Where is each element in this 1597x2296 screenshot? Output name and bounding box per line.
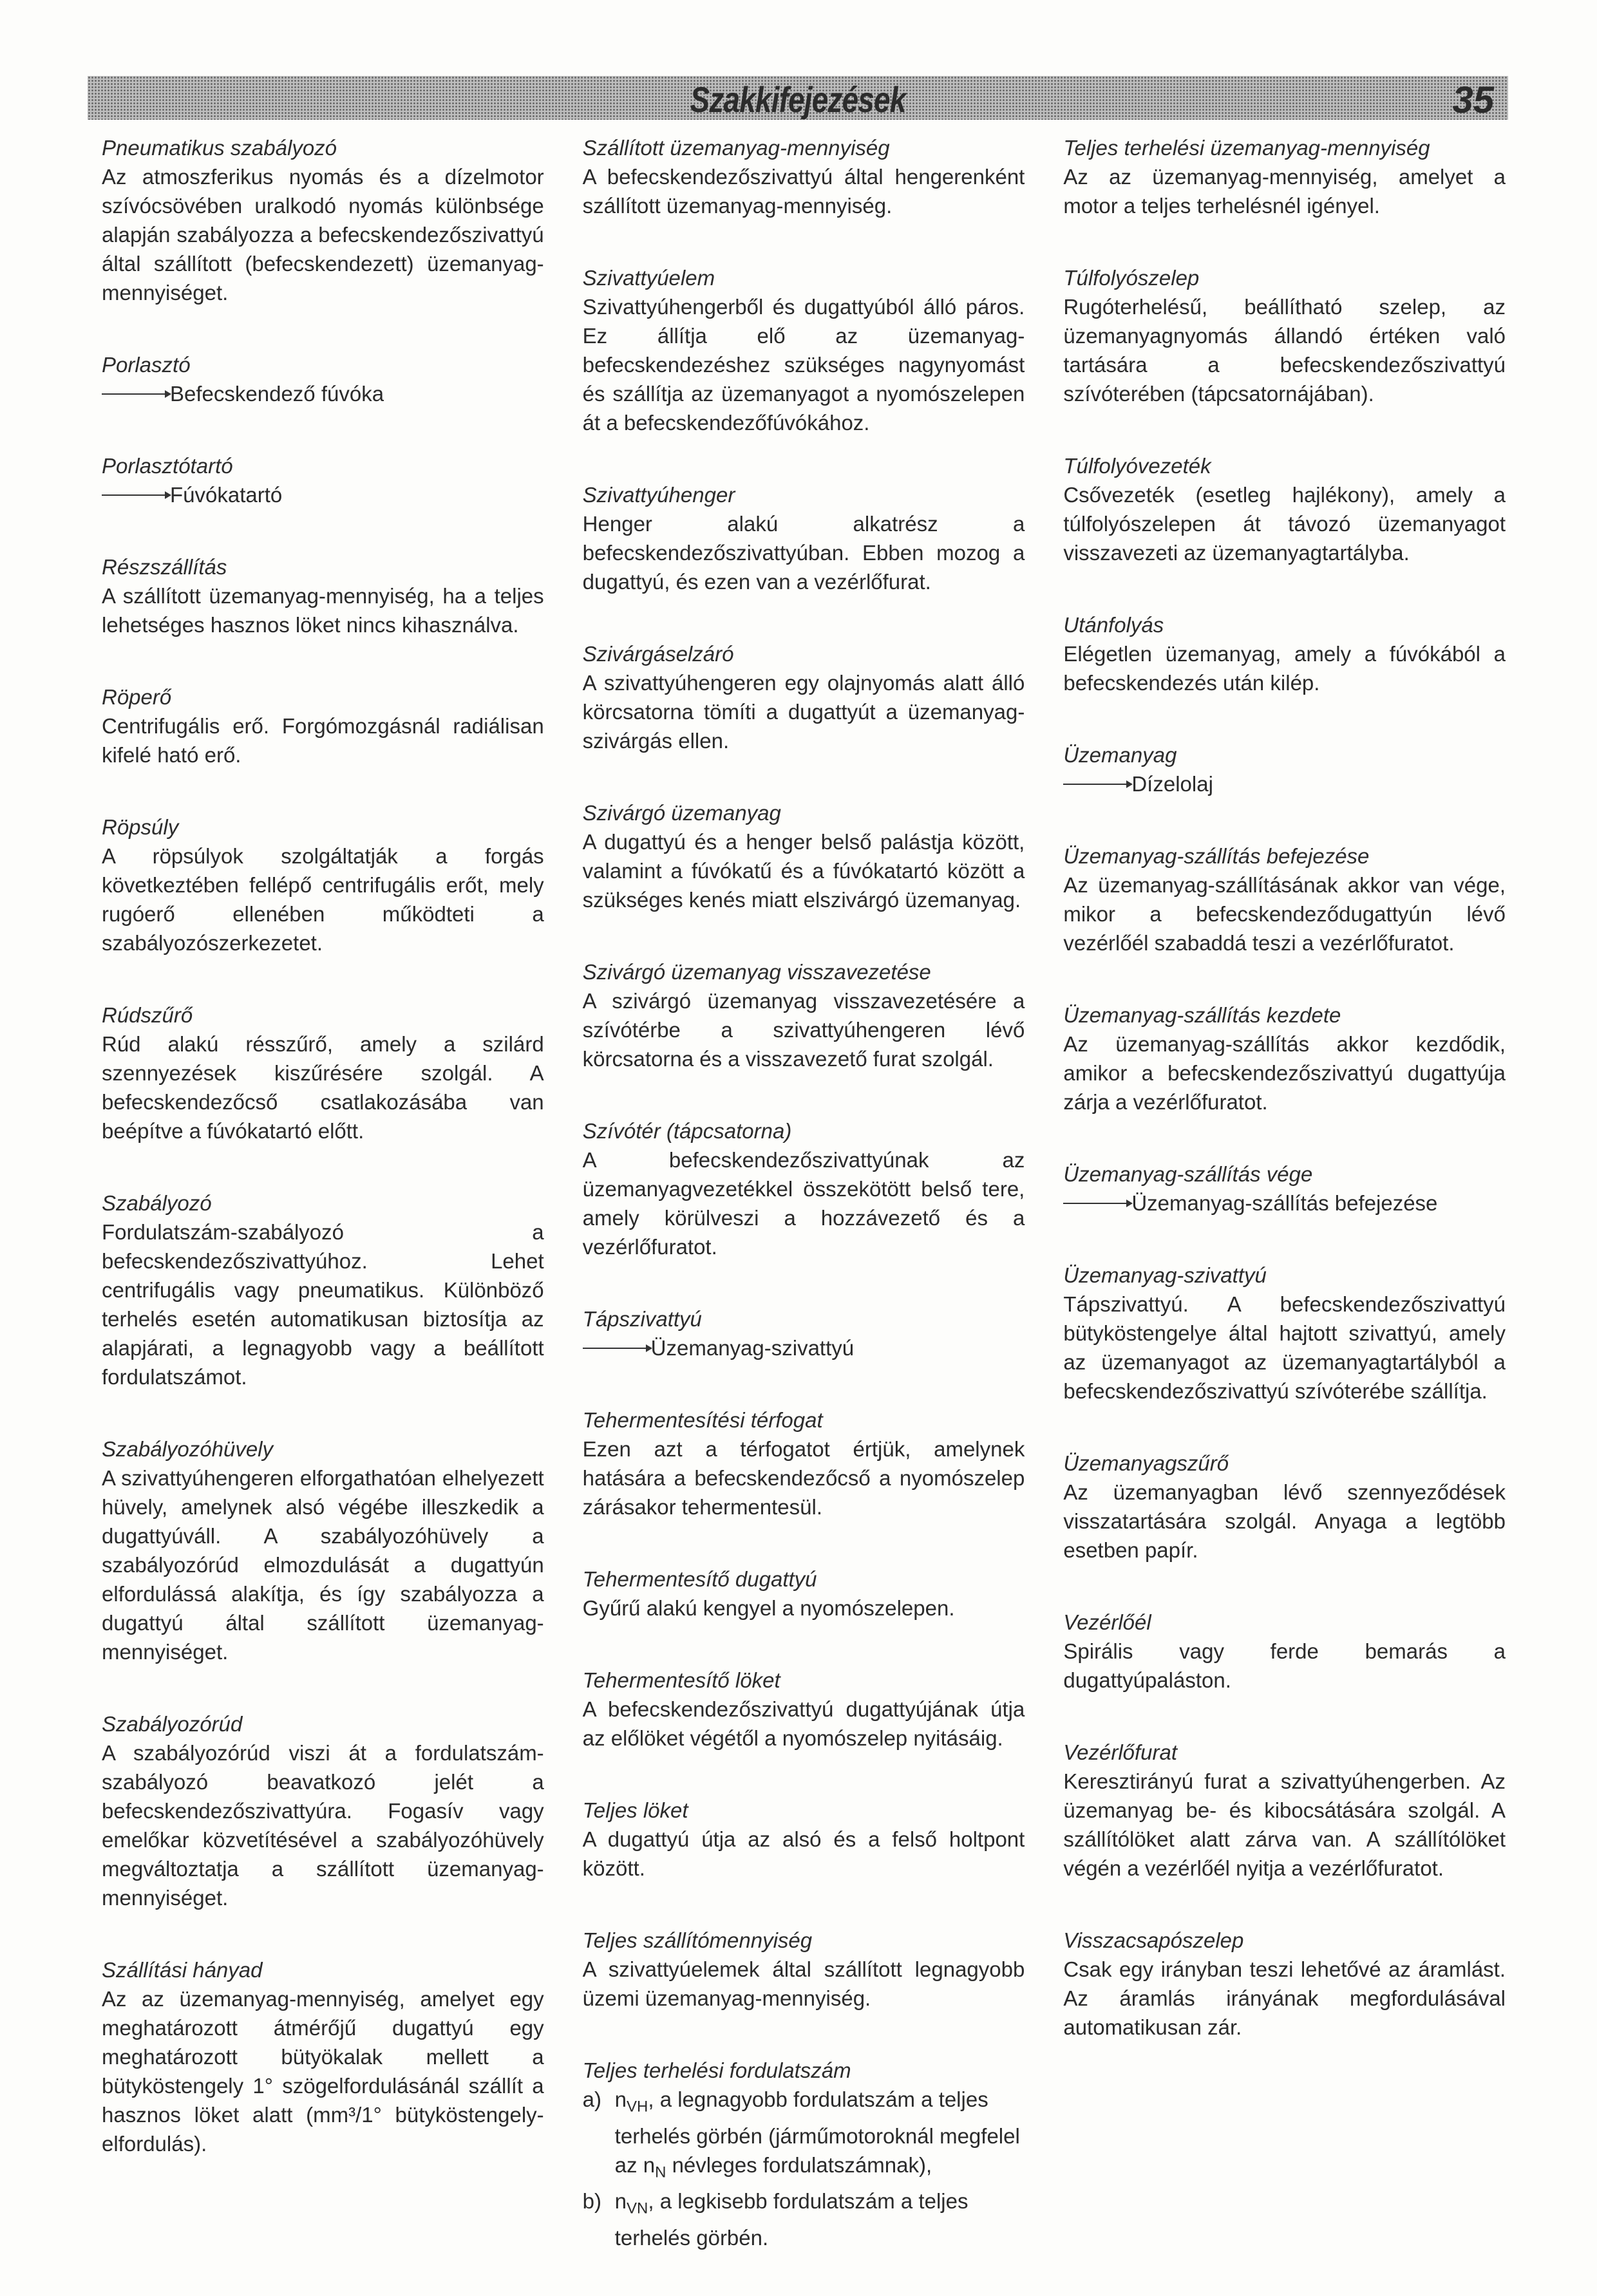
cross-reference	[102, 379, 544, 408]
entry-term: Szabályozórúd	[102, 1712, 243, 1736]
arrow-right-icon	[102, 393, 169, 395]
entry-term: Üzemanyagszűrő	[1063, 1451, 1229, 1475]
glossary-entry	[102, 134, 544, 307]
glossary-entry	[583, 1926, 1025, 2013]
entry-definition: A szivárgó üzemanyag visszavezetésére a szívótérbe a szivattyúhengeren lévő körcsatorna és a visszavezető furat szolgál.	[582, 989, 1025, 1071]
list-text-part: névleges fordulatszámnak),	[666, 2152, 932, 2177]
glossary-entry	[102, 553, 544, 639]
entry-term: Vezérlőél	[1063, 1610, 1151, 1634]
entry-term: Szívótér (tápcsatorna)	[582, 1119, 792, 1143]
entry-term: Teljes löket	[582, 1798, 688, 1822]
entry-definition: A befecskendezőszivattyúnak az üzemanyagvezetékkel összekötött belső tere, amely körülveszi a hozzávezető és a vezérlőfuratot.	[582, 1148, 1025, 1259]
column-middle	[583, 134, 1025, 2296]
entry-definition: A befecskendezőszivattyú által hengerenként szállított üzemanyag-mennyiség.	[582, 165, 1025, 218]
entry-term: Vezérlőfurat	[1063, 1740, 1178, 1764]
entry-term: Túlfolyóvezeték	[1063, 454, 1211, 478]
glossary-columns	[102, 134, 1506, 2296]
speed-symbol: n	[614, 2189, 627, 2214]
entry-definition: Elégetlen üzemanyag, amely a fúvókából a befecskendezés után kilép.	[1063, 642, 1506, 695]
glossary-entry	[1063, 1608, 1506, 1695]
glossary-entry	[102, 452, 544, 509]
glossary-entry	[583, 958, 1025, 1073]
entry-definition: A befecskendezőszivattyú dugattyújának útja az előlöket végétől a nyomószelep nyitásáig.	[582, 1697, 1025, 1750]
entry-definition: Az üzemanyag-szállításának akkor van vége, mikor a befecskendeződugattyún lévő vezérlőél szabaddá teszi a vezérlőfuratot.	[1063, 873, 1506, 955]
speed-subscript: N	[655, 2163, 666, 2181]
list-item	[583, 2085, 1025, 2187]
entry-definition: Keresztirányú furat a szivattyúhengerben. Az üzemanyag be- és kibocsátására szolgál. A szállítólöket alatt zárva van. A szállítólöket végén a vezérlőél nyitja a vezérlőfuratot.	[1063, 1769, 1506, 1880]
entry-term: Teljes szállítómennyiség	[582, 1928, 813, 1952]
page-header-bar	[88, 76, 1508, 120]
arrow-right-icon	[583, 1348, 650, 1349]
glossary-entry	[583, 1666, 1025, 1753]
entry-definition: Csak egy irányban teszi lehetővé az áramlást. Az áramlás irányának megfordulásával automatikusan zár.	[1063, 1957, 1506, 2039]
glossary-entry	[102, 351, 544, 408]
glossary-entry	[1063, 611, 1506, 697]
entry-definition: A szivattyúhengeren elforgathatóan elhelyezett hüvely, amelynek alsó végébe illeszkedik a dugattyúváll. A szabályozóhüvely a szabályozórúd elmozdulását a dugattyún elfordulássá alakítja, és így szabályozza a dugattyú által szállított üzemanyag-mennyiséget.	[102, 1466, 544, 1664]
glossary-entry	[583, 264, 1025, 437]
arrow-right-icon	[1063, 784, 1130, 785]
glossary-entry	[583, 481, 1025, 596]
speed-symbol: n	[643, 2152, 656, 2177]
entry-term: Röpsúly	[102, 815, 179, 839]
glossary-entry	[583, 1305, 1025, 1362]
glossary-entry	[1063, 842, 1506, 957]
page-number: 35	[1452, 79, 1494, 121]
cross-reference	[1063, 769, 1506, 798]
entry-definition: Az az üzemanyag-mennyiség, amelyet a motor a teljes terhelésnél igényel.	[1063, 165, 1506, 218]
glossary-entry	[1063, 1738, 1506, 1883]
entry-term: Porlasztó	[102, 353, 191, 377]
entry-term: Üzemanyag-szállítás vége	[1063, 1162, 1313, 1186]
cross-reference	[102, 480, 544, 509]
list-text-part: , a legnagyobb fordulatszám a teljes terhelés görbén (járműmotoroknál megfelel az	[614, 2087, 1020, 2177]
glossary-entry	[583, 1565, 1025, 1623]
section-title: Szakkifejezések	[690, 79, 906, 120]
glossary-entry	[1063, 1160, 1506, 1218]
cross-reference-target: Üzemanyag-szivattyú	[650, 1336, 855, 1360]
entry-term: Tehermentesítési térfogat	[582, 1408, 823, 1432]
entry-definition: A dugattyú és a henger belső palástja között, valamint a fúvókatű és a fúvókatartó között a szükséges kenés miatt elszivárgó üzemanyag.	[582, 830, 1025, 912]
entry-definition: Az üzemanyagban lévő szennyeződések visszatartására szolgál. Anyaga a legtöbb esetben papír.	[1063, 1480, 1506, 1562]
entry-definition: Gyűrű alakú kengyel a nyomószelepen.	[582, 1596, 955, 1620]
entry-term: Tehermentesítő löket	[582, 1668, 780, 1692]
glossary-entry	[583, 134, 1025, 220]
cross-reference	[1063, 1189, 1506, 1218]
glossary-entry	[583, 1796, 1025, 1883]
glossary-entry	[102, 1956, 544, 2158]
entry-term: Szabályozóhüvely	[102, 1437, 273, 1461]
entry-term: Szivárgó üzemanyag	[582, 801, 781, 825]
entry-term: Üzemanyag-szállítás befejezése	[1063, 844, 1370, 868]
entry-term: Üzemanyag	[1063, 743, 1177, 767]
entry-definition: Centrifugális erő. Forgómozgásnál radiálisan kifelé ható erő.	[102, 714, 544, 767]
entry-term: Teljes terhelési üzemanyag-mennyiség	[1063, 136, 1430, 160]
entry-definition: Szivattyúhengerből és dugattyúból álló páros. Ez állítja elő az üzemanyag-befecskendezéshez szükséges nagynyomást és szállítja az üzemanyagot a nyomószelepen át a befecskendezőfúvókához.	[582, 295, 1025, 435]
glossary-entry	[1063, 741, 1506, 798]
glossary-entry	[102, 1001, 544, 1145]
entry-term: Röperő	[102, 685, 172, 709]
glossary-entry	[583, 799, 1025, 914]
entry-term: Tápszivattyú	[582, 1307, 702, 1331]
entry-term: Részszállítás	[102, 555, 227, 579]
glossary-entry	[102, 1710, 544, 1912]
entry-term: Üzemanyag-szivattyú	[1063, 1263, 1267, 1287]
glossary-entry	[1063, 134, 1506, 220]
cross-reference-target: Dízelolaj	[1131, 772, 1213, 796]
entry-definition: A röpsúlyok szolgáltatják a forgás következtében fellépő centrifugális erőt, mely rugóerő ellenében működteti a szabályozószerkezetet.	[102, 844, 544, 955]
entry-definition: Spirális vagy ferde bemarás a dugattyúpaláston.	[1063, 1639, 1506, 1692]
list-text	[615, 2187, 1025, 2252]
cross-reference	[583, 1333, 1025, 1362]
column-right	[1063, 134, 1506, 2296]
entry-definition: Henger alakú alkatrész a befecskendezőszivattyúban. Ebben mozog a dugattyú, és ezen van a vezérlőfurat.	[582, 512, 1025, 594]
glossary-entry	[583, 1406, 1025, 1521]
entry-definition: Fordulatszám-szabályozó a befecskendezőszivattyúhoz. Lehet centrifugális vagy pneumatikus. Különböző terhelés esetén automatikusan biztosítja az alapjárati, a legnagyobb vagy a beállított fordulatszámot.	[102, 1220, 544, 1389]
entry-term: Üzemanyag-szállítás kezdete	[1063, 1003, 1341, 1027]
entry-term: Szállított üzemanyag-mennyiség	[582, 136, 890, 160]
entry-term: Pneumatikus szabályozó	[102, 136, 337, 160]
glossary-entry	[102, 1435, 544, 1666]
entry-term: Szivárgáselzáró	[582, 642, 734, 666]
entry-definition: A szivattyúelemek által szállított legnagyobb üzemi üzemanyag-mennyiség.	[582, 1957, 1025, 2010]
glossary-entry	[102, 1189, 544, 1391]
arrow-right-icon	[1063, 1203, 1130, 1204]
cross-reference-target: Üzemanyag-szállítás befejezése	[1131, 1191, 1438, 1215]
arrow-right-icon	[102, 494, 169, 496]
glossary-entry	[583, 640, 1025, 755]
speed-symbol: n	[614, 2087, 627, 2111]
cross-reference-target: Fúvókatartó	[170, 483, 283, 507]
list-item	[583, 2187, 1025, 2252]
speed-subscript: VN	[627, 2199, 648, 2217]
entry-term: Szivattyúelem	[582, 266, 715, 290]
entry-definition: Az atmoszferikus nyomás és a dízelmotor szívócsövében uralkodó nyomás különbsége alapján szabályozza a befecskendezőszivattyú által szállított (befecskendezett) üzemanyag-mennyiséget.	[102, 165, 544, 305]
glossary-entry	[102, 683, 544, 769]
speed-subscript: VH	[627, 2098, 648, 2116]
list-marker: a)	[582, 2087, 602, 2111]
glossary-entry	[1063, 452, 1506, 567]
entry-definition: Az az üzemanyag-mennyiség, amelyet egy meghatározott átmérőjű dugattyú egy meghatározott bütyökalak mellett a bütyköstengely 1° szögelfordulásánál szállít a hasznos löket alatt (mm³/1° bütyköstengely-elfordulás).	[102, 1987, 544, 2156]
glossary-entry	[1063, 1001, 1506, 1116]
column-left	[102, 134, 544, 2296]
glossary-entry	[583, 2056, 1025, 2252]
list-marker: b)	[582, 2189, 602, 2214]
entry-definition: A szállított üzemanyag-mennyiség, ha a teljes lehetséges hasznos löket nincs kihasználva.	[102, 584, 544, 637]
glossary-entry	[1063, 1449, 1506, 1565]
glossary-entry	[1063, 1926, 1506, 2042]
entry-term: Visszacsapószelep	[1063, 1928, 1244, 1952]
glossary-entry	[102, 813, 544, 957]
entry-definition: Rugóterhelésű, beállítható szelep, az üzemanyagnyomás állandó értéken való tartására a befecskendezőszivattyú szívóterében (tápcsatornájában).	[1063, 295, 1506, 406]
entry-term: Teljes terhelési fordulatszám	[582, 2058, 851, 2082]
glossary-entry	[1063, 264, 1506, 408]
entry-term: Szállítási hányad	[102, 1958, 263, 1982]
entry-term: Szivárgó üzemanyag visszavezetése	[582, 960, 931, 984]
entry-term: Túlfolyószelep	[1063, 266, 1200, 290]
entry-term: Tehermentesítő dugattyú	[582, 1567, 817, 1591]
entry-term: Utánfolyás	[1063, 613, 1164, 637]
entry-definition: Az üzemanyag-szállítás akkor kezdődik, amikor a befecskendezőszivattyú dugattyúja zárja a vezérlőfuratot.	[1063, 1032, 1506, 1114]
list-text	[615, 2085, 1025, 2187]
entry-definition: Csővezeték (esetleg hajlékony), amely a túlfolyószelepen át távozó üzemanyagot visszavezeti az üzemanyagtartályba.	[1063, 483, 1506, 565]
glossary-entry	[583, 1117, 1025, 1261]
glossary-entry	[1063, 1261, 1506, 1406]
entry-definition: A szabályozórúd viszi át a fordulatszám-szabályozó beavatkozó jelét a befecskendezőszivattyúra. Fogasív vagy emelőkar közvetítésével a szabályozóhüvely megváltoztatja a szállított üzemanyag-mennyiséget.	[102, 1741, 544, 1910]
entry-term: Szivattyúhenger	[582, 483, 735, 507]
entry-definition: A szivattyúhengeren egy olajnyomás alatt álló körcsatorna tömíti a dugattyút a üzemanyag-szivárgás ellen.	[582, 671, 1025, 753]
entry-term: Rúdszűrő	[102, 1003, 193, 1027]
entry-term: Szabályozó	[102, 1191, 212, 1215]
cross-reference-target: Befecskendező fúvóka	[170, 382, 384, 406]
entry-definition: Tápszivattyú. A befecskendezőszivattyú bütyköstengelye által hajtott szivattyú, amely az üzemanyagot az üzemanyagtartályból a befecskendezőszivattyú szívóterébe szállítja.	[1063, 1292, 1506, 1403]
list-text-part: , a legkisebb fordulatszám a teljes terhelés görbén.	[614, 2189, 969, 2250]
entry-definition: Rúd alakú résszűrő, amely a szilárd szennyezések kiszűrésére szolgál. A befecskendezőcső csatlakozásába van beépítve a fúvókatartó előtt.	[102, 1032, 544, 1143]
entry-definition: Ezen azt a térfogatot értjük, amelynek hatására a befecskendezőcső a nyomószelep zárásakor tehermentesül.	[582, 1437, 1025, 1519]
entry-term: Porlasztótartó	[102, 454, 233, 478]
entry-definition: A dugattyú útja az alsó és a felső holtpont között.	[582, 1827, 1025, 1880]
